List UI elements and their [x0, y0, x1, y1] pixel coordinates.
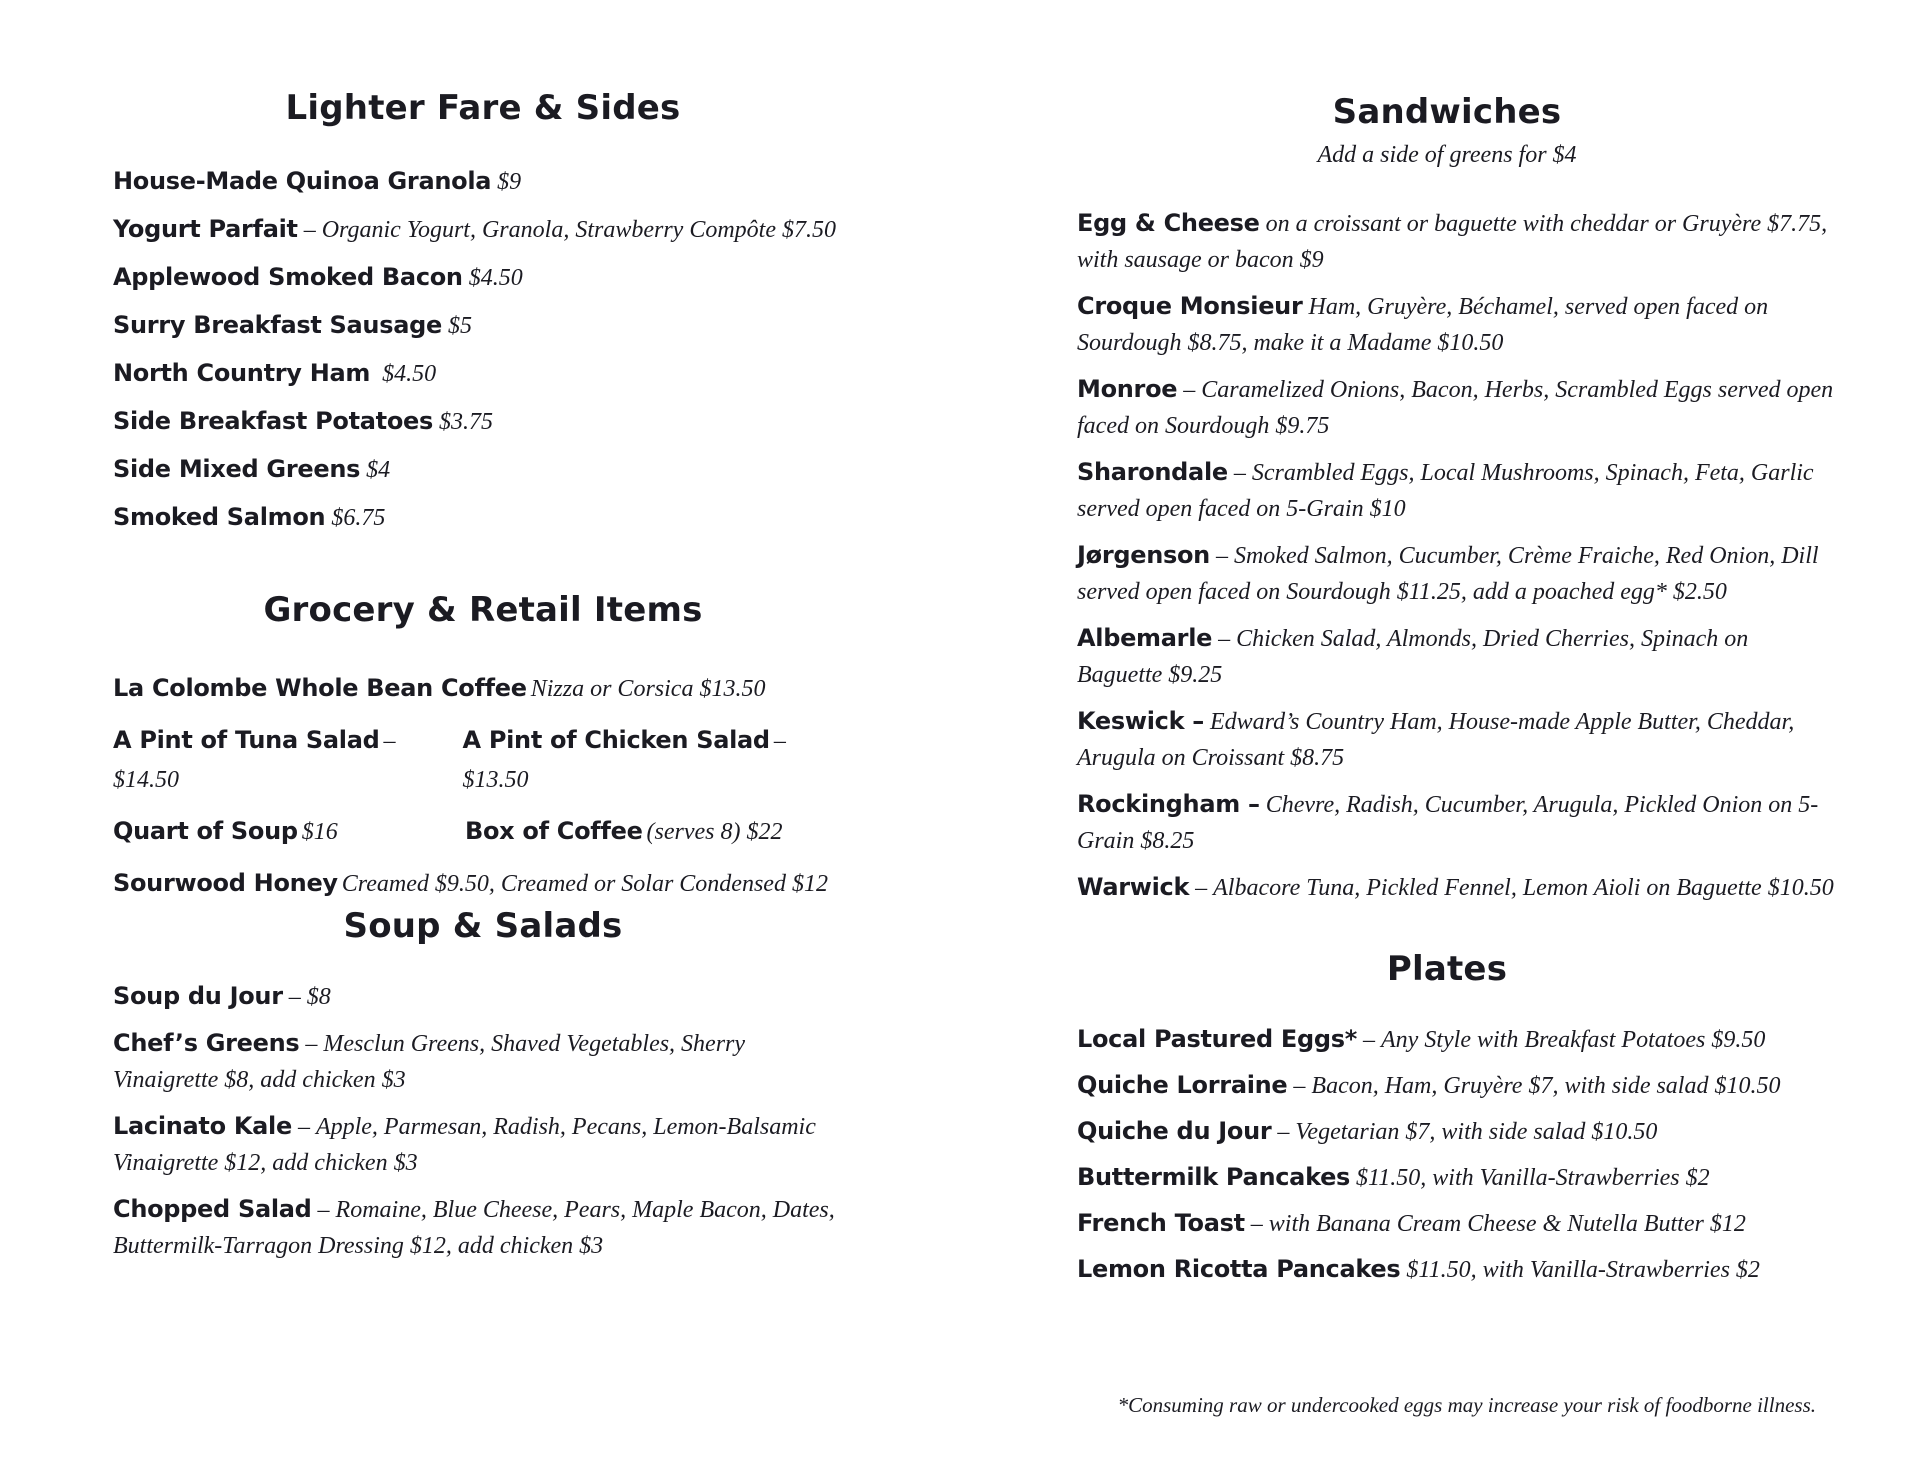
list-item — [113, 865, 853, 905]
list-item — [113, 722, 462, 801]
item-name: Monroe — [1077, 375, 1178, 403]
item-description: Apple, Parmesan, Radish, Pecans, Lemon-Balsamic Vinaigrette $12, add chicken $3 — [113, 1114, 816, 1176]
list-item — [462, 722, 853, 801]
list-item — [1077, 1159, 1837, 1196]
item-description: Romaine, Blue Cheese, Pears, Maple Bacon, Dates, Buttermilk-Tarragon Dressing $12, add chicken $3 — [113, 1197, 835, 1259]
plates-list — [1077, 1021, 1837, 1297]
list-row — [113, 813, 853, 853]
list-item — [1077, 454, 1837, 527]
item-description: Bacon, Ham, Gruyère $7, with side salad $10.50 — [1311, 1073, 1781, 1099]
list-item — [113, 978, 853, 1015]
list-item — [113, 307, 853, 344]
sandwiches-subtitle: Add a side of greens for $4 — [1317, 142, 1577, 168]
list-item — [113, 451, 853, 488]
soup-salads-list — [113, 978, 853, 1274]
item-name: Applewood Smoked Bacon — [113, 263, 463, 291]
lighter-fare-list — [113, 163, 853, 547]
list-item — [465, 813, 783, 853]
list-item — [113, 499, 853, 536]
item-price: $4 — [366, 457, 391, 483]
item-name: Chef’s Greens — [113, 1029, 300, 1057]
item-name: Rockingham – — [1077, 790, 1260, 818]
item-separator: – — [303, 217, 316, 243]
list-item — [1077, 1067, 1837, 1104]
item-name: La Colombe Whole Bean Coffee — [113, 674, 527, 702]
item-price: $13.50 — [462, 767, 529, 793]
item-separator: – — [1183, 377, 1196, 403]
item-name: Croque Monsieur — [1077, 292, 1303, 320]
item-description: Ham, Gruyère, Béchamel, served open faced on Sourdough $8.75, make it a Madame $10.50 — [1077, 294, 1769, 356]
item-name: Box of Coffee — [465, 817, 643, 845]
item-description: Smoked Salmon, Cucumber, Crème Fraiche, Red Onion, Dill served open faced on Sourdough $11.25, add a poached egg* $2.50 — [1077, 543, 1819, 605]
item-separator: – — [1363, 1027, 1376, 1053]
item-description: Scrambled Eggs, Local Mushrooms, Spinach, Feta, Garlic served open faced on 5-Grain $10 — [1077, 460, 1814, 522]
list-item — [113, 813, 465, 853]
item-separator: – — [297, 1114, 310, 1140]
item-name: Albemarle — [1077, 624, 1213, 652]
item-description: Mesclun Greens, Shaved Vegetables, Sherry Vinaigrette $8, add chicken $3 — [113, 1031, 746, 1093]
list-item — [113, 355, 853, 392]
item-price: (serves 8) $22 — [646, 819, 783, 845]
item-price: $6.75 — [331, 505, 386, 531]
footnote: *Consuming raw or undercooked eggs may increase your risk of foodborne illness. — [1117, 1393, 1816, 1417]
list-item — [113, 1108, 853, 1181]
item-price: $4.50 — [468, 265, 523, 291]
item-separator: – — [317, 1197, 330, 1223]
item-price: $14.50 — [113, 767, 179, 793]
list-item — [113, 211, 853, 248]
item-description: on a croissant or baguette with cheddar or Gruyère $7.75, with sausage or bacon $9 — [1077, 211, 1828, 273]
item-name: French Toast — [1077, 1209, 1245, 1237]
item-description: with Banana Cream Cheese & Nutella Butter $12 — [1268, 1211, 1746, 1237]
grocery-list — [113, 670, 853, 917]
item-name: Soup du Jour — [113, 982, 283, 1010]
item-name: Local Pastured Eggs* — [1077, 1025, 1358, 1053]
item-separator: – — [1215, 543, 1228, 569]
item-separator: – — [288, 984, 301, 1010]
item-price: $5 — [447, 313, 472, 339]
item-description: Chevre, Radish, Cucumber, Arugula, Pickled Onion on 5-Grain $8.25 — [1077, 792, 1819, 854]
item-separator: – — [1233, 460, 1246, 486]
item-separator: – — [1293, 1073, 1306, 1099]
item-name: Quiche Lorraine — [1077, 1071, 1288, 1099]
list-item — [113, 259, 853, 296]
item-name: Quiche du Jour — [1077, 1117, 1272, 1145]
list-item — [1077, 288, 1837, 361]
item-description: $11.50, with Vanilla-Strawberries $2 — [1356, 1165, 1710, 1191]
list-item — [1077, 1251, 1837, 1288]
item-name: A Pint of Tuna Salad — [113, 726, 380, 754]
item-description: $11.50, with Vanilla-Strawberries $2 — [1406, 1257, 1760, 1283]
item-description: Any Style with Breakfast Potatoes $9.50 — [1381, 1027, 1766, 1053]
item-name: Yogurt Parfait — [113, 215, 298, 243]
list-item — [1077, 620, 1837, 693]
item-name: Jørgenson — [1077, 541, 1210, 569]
item-description: Organic Yogurt, Granola, Strawberry Compôte $7.50 — [321, 217, 836, 243]
item-separator: – — [1250, 1211, 1263, 1237]
item-name: Sharondale — [1077, 458, 1228, 486]
lighter-fare-heading: Lighter Fare & Sides — [285, 88, 681, 128]
item-name: Keswick – — [1077, 707, 1204, 735]
item-description: Vegetarian $7, with side salad $10.50 — [1295, 1119, 1658, 1145]
item-name: Chopped Salad — [113, 1195, 312, 1223]
list-item — [1077, 703, 1837, 776]
item-name: House-Made Quinoa Granola — [113, 167, 492, 195]
soup-salads-heading: Soup & Salads — [343, 906, 623, 946]
item-name: Buttermilk Pancakes — [1077, 1163, 1351, 1191]
item-description: Caramelized Onions, Bacon, Herbs, Scrambled Eggs served open faced on Sourdough $9.75 — [1077, 377, 1834, 439]
item-name: North Country Ham — [113, 359, 371, 387]
list-item — [1077, 205, 1837, 278]
item-description: Edward’s Country Ham, House-made Apple Butter, Cheddar, Arugula on Croissant $8.75 — [1077, 709, 1795, 771]
item-name: Smoked Salmon — [113, 503, 326, 531]
plates-heading: Plates — [1386, 949, 1508, 989]
item-name: Surry Breakfast Sausage — [113, 311, 442, 339]
item-name: Quart of Soup — [113, 817, 298, 845]
item-separator: – — [383, 728, 396, 754]
list-item — [113, 670, 853, 710]
sandwiches-heading: Sandwiches — [1332, 92, 1562, 132]
item-price: $8 — [306, 984, 331, 1010]
item-price: $4.50 — [382, 361, 437, 387]
item-name: Lemon Ricotta Pancakes — [1077, 1255, 1401, 1283]
list-item — [113, 1025, 853, 1098]
item-price: $3.75 — [439, 409, 494, 435]
item-name: Warwick — [1077, 873, 1190, 901]
item-name: Sourwood Honey — [113, 869, 338, 897]
item-description: Creamed $9.50, Creamed or Solar Condensed $12 — [341, 871, 828, 897]
item-name: Egg & Cheese — [1077, 209, 1260, 237]
item-separator: – — [305, 1031, 318, 1057]
list-item — [1077, 537, 1837, 610]
item-separator: – — [1195, 875, 1208, 901]
list-item — [1077, 1205, 1837, 1242]
item-name: Lacinato Kale — [113, 1112, 292, 1140]
item-name: A Pint of Chicken Salad — [462, 726, 770, 754]
list-row — [113, 722, 853, 801]
item-description: Albacore Tuna, Pickled Fennel, Lemon Aioli on Baguette $10.50 — [1213, 875, 1834, 901]
item-description: Chicken Salad, Almonds, Dried Cherries, Spinach on Baguette $9.25 — [1077, 626, 1749, 688]
list-item — [113, 1191, 853, 1264]
list-item — [1077, 1113, 1837, 1150]
list-item — [1077, 1021, 1837, 1058]
item-name: Side Breakfast Potatoes — [113, 407, 434, 435]
list-item — [1077, 371, 1837, 444]
list-item — [1077, 786, 1837, 859]
item-separator: – — [773, 728, 786, 754]
list-item — [113, 163, 853, 200]
item-price: $9 — [497, 169, 522, 195]
item-description: Nizza or Corsica $13.50 — [530, 676, 766, 702]
item-separator: – — [1277, 1119, 1290, 1145]
item-name: Side Mixed Greens — [113, 455, 361, 483]
item-price: $16 — [301, 819, 338, 845]
item-separator: – — [1218, 626, 1231, 652]
sandwiches-list — [1077, 205, 1837, 916]
list-item — [1077, 869, 1837, 906]
grocery-heading: Grocery & Retail Items — [263, 590, 703, 630]
list-item — [113, 403, 853, 440]
